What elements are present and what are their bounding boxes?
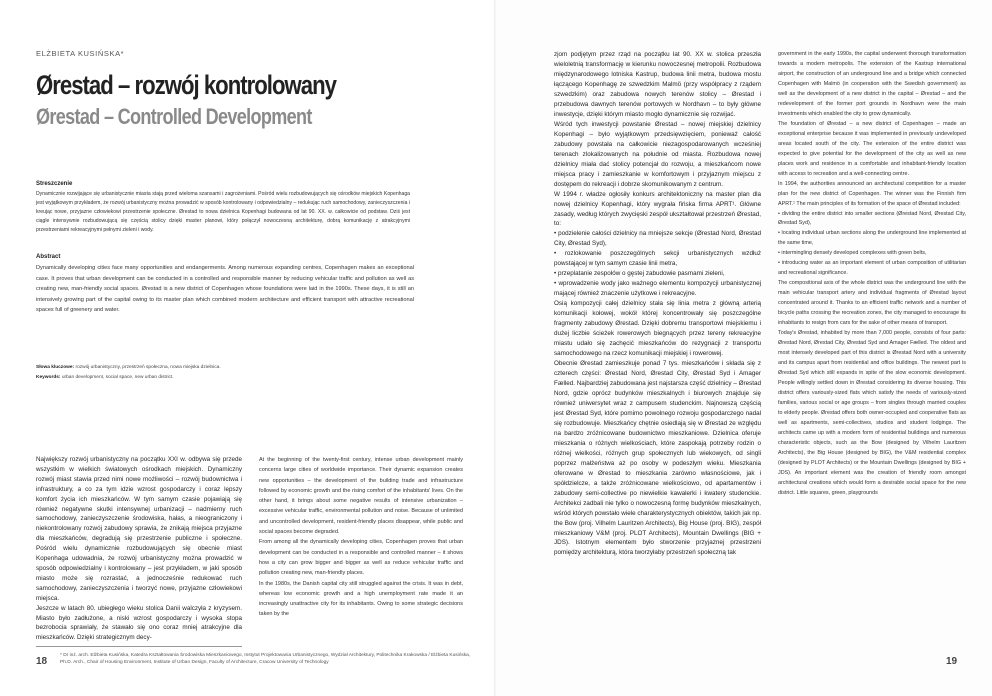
- keywords-polish-text: rozwój urbanistyczny, przestrzeń społeczna, nowa miejska dzielnica.: [75, 365, 221, 370]
- paragraph: • rozlokowanie poszczególnych sekcji urbanistycznych wzdłuż powstającej w tym samym czasie linii metra,: [554, 250, 761, 268]
- abstract-heading: Abstract: [36, 254, 61, 260]
- keywords-english-text: urban development, social space, new urban district.: [61, 374, 174, 380]
- paragraph: Wśród tych inwestycji powstanie Ørestad – nowej miejskiej dzielnicy Kopenhagi – było wyjątkowym przedsięwzięciem, ponieważ całość zabudowy powstała na całkowicie niezagospodarowanych wcześniej terenach zlokalizowanych na południe od miasta. Rozbudowa nowej dzielnicy miała dać stolicy potencjał do rozwoju, a mieszkańcom nowe miejsca pracy i zamieszkanie w komfortowym i przyjaznym miejscu z dostępem do rekreacji i dobrze skomunikowanym z centrum.: [554, 120, 761, 188]
- article-title-english: Ørestad – Controlled Development: [36, 104, 312, 129]
- streszczenie-text: Dynamicznie rozwijające się urbanistycznie miasta stają przed wieloma szansami i zagrożeniami. Pośród wielu rozbudowujących się ośrodków miejskich Kopenhaga jest wyjątkowym przykładem, że rozwój urbanistyczny można prowadzić w sposób kontrolowany i odpowiedzialny – redukując ruch samochodowy, zanieczyszczenia i kreując nowe, przyjazne człowiekowi przestrzenie społeczne. Ørestad to nowa dzielnica Kopenhagi budowana od lat 90. XX. w. całkowicie od podstaw. Dziś jest ciągle intensywnie rozbudowującą się częścią stolicy dzięki master planowi, który połączył nowoczesną architekturę, dobrą komunikację z atrakcyjnymi przestrzeniami rekreacyjnymi pełnymi zieleni i wody.: [36, 191, 410, 234]
- body-column-english-right: [778, 50, 966, 499]
- paragraph: • wprowadzenie wody jako ważnego elementu kompozycji urbanistycznej mającej również znaczenie użytkowe i rekreacyjne.: [554, 280, 761, 298]
- body-text: [554, 50, 761, 558]
- body-text: [778, 50, 966, 499]
- paragraph: • introducing water as an important element of urban composition of utilitarian and recreational significance.: [778, 260, 966, 277]
- author-footnote: * Dr inż. arch. Elżbieta Kusińska, Katedra Kształtowania Środowiska Mieszkaniowego, Instytut Projektowania Urbanistycznego, Wydział Architektury, Politechnika Krakowska / Elżbieta Kusińska, Ph.D. Arch., Chair of Housing Environment, Institute of Urban Design, Faculty of Architecture, Cracow University of Technology: [60, 653, 471, 666]
- paragraph: Jeszcze w latach 80. ubiegłego wieku stolica Danii walczyła z kryzysem. Miasto było zadłużone, a niski wzrost gospodarczy i wysoka stopa bezrobocia sprawiały, że stawało się ono coraz mniej atrakcyjne dla mieszkańców. Dzięki strategicznym decy-: [36, 604, 242, 642]
- paragraph: The compositional axis of the whole district was the underground line with the main vehicular transport artery and individual fragments of Ørestad layout concentrated around it. Thanks to an efficient traffic network and a number of bicycle paths crossing the recreation zones, the city managed to encourage its inhabitants to resign from cars for the sake of other means of transport.: [778, 280, 966, 327]
- paragraph: Obecnie Ørestad zamieszkuje ponad 7 tys. mieszkańców i składa się z czterech części: Ørestad Nord, Ørestad City, Ørestad Syd i Amager Fælled. Najbardziej zabudowana jest najstarsza część dzielnicy – Ørestad Nord, gdzie oprócz budynków mieszkalnych i biurowych znajduje się również uniwersytet wraz z campusem studenckim. Najnowszą częścią jest Ørestad Syd, które pomimo powolnego rozwoju gospodarczego nadal się rozbudowuje. Mieszkańcy chętnie osiedlają się w Ørestad ze względu na bardzo zróżnicowane budownictwo mieszkaniowe. Dzielnica oferuje mieszkania o różnych wielkościach, które zaspokają potrzeby rodzin o różnej wielkości, różnych grup społecznych lub wiekowych, od singli poprzez małżeństwa aż po osoby w podeszłym wieku. Mieszkania oferowane w Ørestad to mieszkania zarówno własnościowe, jak i spółdzielcze, a także zróżnicowane wielkościowo, od apartamentów i zabudowy semi-collective po niewielkie kawalerki i kwatery studenckie. Architekci zadbali nie tylko o nowoczesną formę budynków mieszkalnych, wśród których powstało wiele charakterystycznych obiektów, takich jak np. the Bow (proj. Vilhelm Lauritzen Architects), Big House (proj. BIG), zespół mieszkaniowy V&M (proj. PLOT Architects), Mountain Dwellings (BIG + JDS). Istotnym elementem było stworzenie przyjaznej przestrzeni pomiędzy architekturą, która tworzyłaby przestrzeń społeczną tak: [554, 360, 761, 557]
- page-number-right: 19: [946, 656, 958, 667]
- paragraph: Today's Ørestad, inhabited by more than 7,000 people, consists of four parts: Ørestad Nord, Ørestad City, Ørestad Syd and Amager Fælled. The oldest and most intensely developed part of this district is Ørestad Nord with a university and its campus apart from residential and office buildings. The newest part is Ørestad Syd which still expands in spite of the slow economic development. People willingly settled down in Ørestad considering its diverse housing. This district offers variously-sized flats which satisfy the needs of variously-sized families, various social or age groups – from singles through married couples to elderly people. Ørestad offers both owner-occupied and cooperative flats as well as apartments, semi-collectives, studios and student lodgings. The architects came up with a modern form of residential buildings and numerous characteristic objects, such as the Bow (designed by Vilhelm Lauritzen Architects), the Big House (designed by BIG), the V&M residential complex (designed by PLOT Architects) or the Mountain Dwellings (designed by BIG + JDS). An important element was the creation of friendly room amongst architectural creations which would form a desirable social space for the new district. Little squares, green, playgrounds: [778, 330, 966, 496]
- keywords-polish: [36, 363, 416, 373]
- paragraph: • dividing the entire district into smaller sections (Ørestad Nord, Ørestad City, Ørestad Syd),: [778, 210, 966, 227]
- paragraph: • przeplatanie zespołów o gęstej zabudowie pasmami zieleni,: [554, 270, 725, 278]
- paragraph: At the beginning of the twenty-first century, intense urban development mainly concerns large cities of worldwide importance. Their dynamic expansion creates new opportunities – the development of the building trade and infrastructure followed by economic growth and the rising comfort of the inhabitants' lives. On the other hand, it brings about some negative results of intensive urbanization – excessive vehicular traffic, environmental pollution and noise. Because of unlimited and uncontrolled development, resident-friendly places disappear, while public and social spaces become degraded.: [259, 457, 463, 536]
- paragraph: • intermingling densely developed complexes with green belts,: [778, 250, 927, 257]
- page-number-left: 18: [36, 656, 48, 667]
- footnote-divider: [36, 646, 242, 647]
- keywords-polish-label: Słowa kluczowe:: [36, 365, 75, 370]
- body-text: [36, 455, 242, 643]
- keywords-english: [36, 373, 416, 383]
- paragraph: The foundation of Ørestad – a new district of Copenhagen – made an exceptional enterprise because it was implemented in previously undeveloped areas located south of the city. The extension of the entire district was expected to give potential for the development of the city as well as new places work and residence in a comfortable and inhabitant-friendly location with access to recreation and a well-connecting centre.: [778, 120, 966, 177]
- paragraph: From among all the dynamically developing cities, Copenhagen proves that urban development can be conducted in a responsible and controlled manner – it shows how a city can grow bigger and bigger as well as reduce vehicular traffic and pollution creating new, man-friendly places.: [259, 539, 463, 577]
- paragraph: • podzielenie całości dzielnicy na mniejsze sekcje (Ørestad Nord, Ørestad City, Ørestad Syd),: [554, 230, 761, 248]
- body-column-polish-right: [554, 50, 761, 558]
- paragraph: Osią kompozycji całej dzielnicy stała się linia metra z główną arterią komunikacji kołowej, wokół której koncentrowały się poszczególne fragmenty zabudowy Ørestad. Dzięki dobremu transportowi miejskiemu i dużej liczbie ścieżek rowerowych biegnących przez tereny rekreacyjne miastu udało się zachęcić mieszkańców do rezygnacji z transportu samochodowego na rzecz komunikacji miejskiej i rowerowej.: [554, 300, 761, 358]
- paragraph: In the 1980s, the Danish capital city still struggled against the crisis. It was in debt, whereas low economic growth and a high unemployment rate made it an increasingly unattractive city for its inhabitants. Owing to some strategic decisions taken by the: [259, 580, 463, 618]
- abstract-text: Dynamically developing cities face many opportunities and endangerments. Among numerous expanding centres, Copenhagen makes an exceptional case. It proves that urban development can be conducted in a controlled and responsible manner by reducing vehicular traffic and pollution as well as creating new, man-friendly social spaces. Ørestad is a new district of Copenhagen whose foundations were laid in the 1990s. These days, it is still an intensively growing part of the capital owing to its master plan which combined modern architecture and efficient transport with attractive recreational spaces full of greenery and water.: [36, 265, 414, 314]
- author-name: ELŻBIETA KUSIŃSKA*: [36, 49, 125, 58]
- body-column-polish-left: [36, 455, 242, 643]
- paragraph: W 1994 r. władze ogłosiły konkurs architektoniczny na master plan dla nowej dzielnicy Kopenhagi, który wygrała fińska firma APRT¹. Główne zasady, według których zwycięski zespół ukształtował przestrzeń Ørestad, to:: [554, 190, 761, 228]
- keywords-block: [36, 363, 416, 382]
- streszczenie-heading: Streszczenie: [36, 181, 73, 187]
- paragraph: zjom podjętym przez rząd na początku lat 90. XX w. stolica przeszła wieloletnią transformację w kierunku nowoczesnej metropolii. Rozbudowa międzynarodowego lotniska Kastrup, budowa linii metra, budowa mostu łączącego Kopenhagę ze szwedzkim Malmö (przy współpracy z rządem szwedzkim) oraz zabudowa nowych terenów stolicy – Ørestad i przebudowa dawnych terenów portowych w Nordhavn – to były główne inwestycje, dzięki którym miasto mogło dynamicznie się rozwijać.: [554, 51, 761, 118]
- paragraph: In 1994, the authorities announced an architectural competition for a master plan for the new district of Copenhagen. The winner was the Finnish firm APRT.¹ The main principles of its formation of the space of Ørestad included:: [778, 180, 966, 207]
- body-column-english-left: [259, 455, 463, 620]
- paragraph: Największy rozwój urbanistyczny na początku XXI w. odbywa się przede wszystkim w wielkich światowych ośrodkach miejskich. Dynamiczny rozwój miast stawia przed nimi nowe możliwości – rozwój budownictwa i infrastruktury, a co za tym idzie wzrost gospodarczy i coraz lepszy komfort życia ich mieszkańców. W tym samym czasie pojawiają się również negatywne skutki intensywnej urbanizacji – nadmierny ruch samochodowy, zanieczyszczenie środowiska, hałas, a nieograniczony i niekontrolowany rozwój zabudowy sprawia, że znikają miejsca przyjazne dla mieszkańców, degradują się przestrzenie publiczne i społeczne. Pośród wielu dynamicznie rozbudowujących się obecnie miast Kopenhaga udowadnia, że rozwój urbanistyczny można prowadzić w sposób odpowiedzialny i kontrolowany – jest przykładem, w jaki sposób miasto może się rozrastać, a jednocześnie redukować ruch samochodowy, zanieczyszczenia i tworzyć nowe, przyjazne człowiekowi miejsca.: [36, 456, 242, 602]
- article-title-polish: Ørestad – rozwój kontrolowany: [36, 70, 336, 100]
- body-text: [259, 455, 463, 620]
- paragraph: • locating individual urban sections along the underground line implemented at the same time,: [778, 230, 966, 247]
- paragraph: government in the early 1990s, the capital underwent thorough transformation towards a modern metropolis. The extension of the Kastrup international airport, the construction of an underground line and a bridge which connected Copenhagen with Malmö (in cooperation with the Swedish government) as well as the development of a new district in the capital – Ørestad – and the redevelopment of the former port grounds in Nordhavn were the main investments which enabled the city to grow dynamically.: [778, 51, 966, 117]
- keywords-english-label: Keywords:: [36, 374, 61, 380]
